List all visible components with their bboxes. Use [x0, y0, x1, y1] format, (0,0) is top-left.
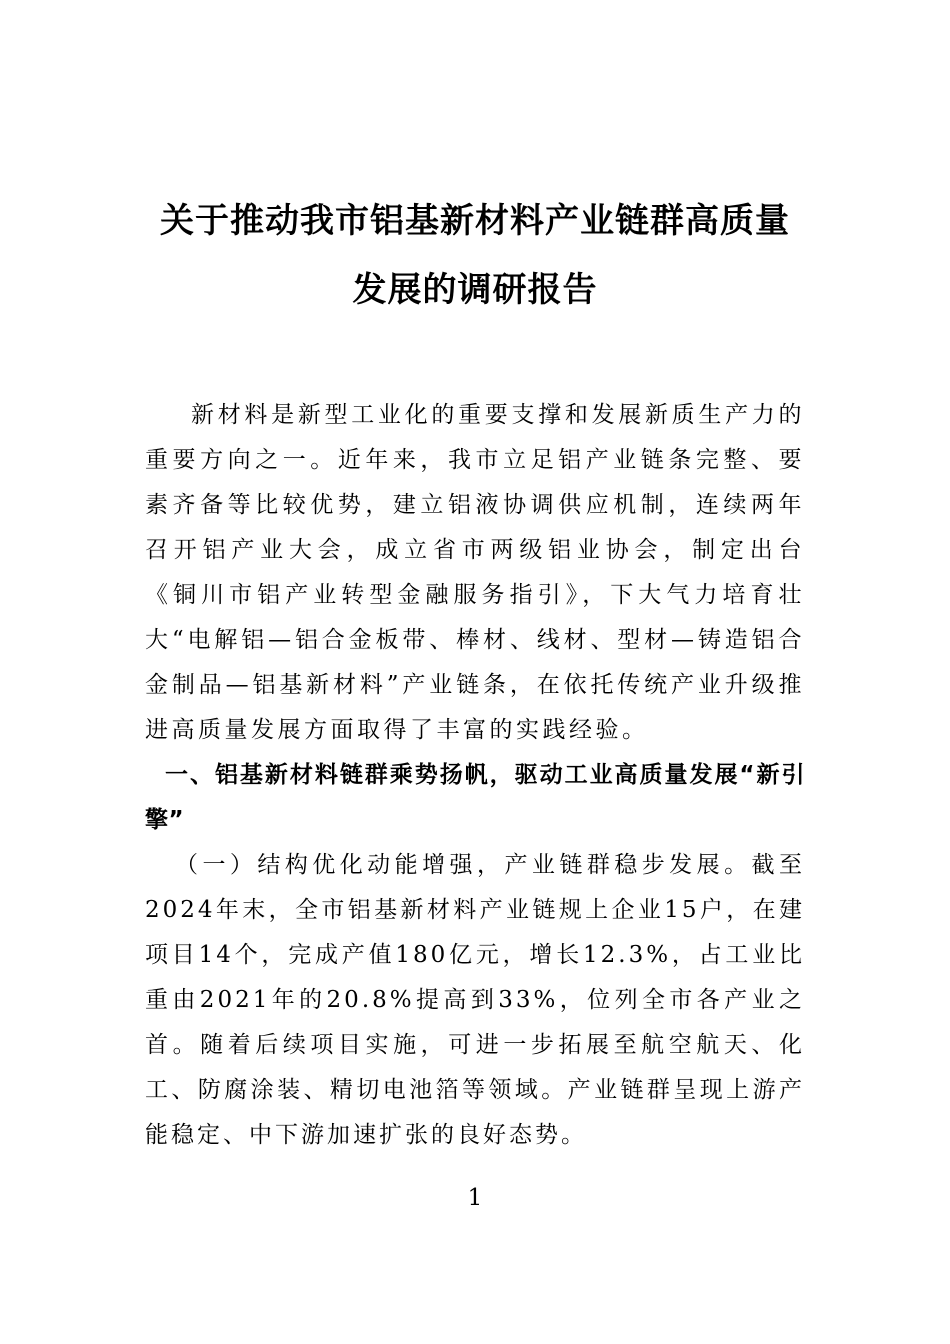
- document-title-line-2: 发展的调研报告: [352, 270, 598, 310]
- page-number: 1: [467, 1185, 483, 1211]
- document-title-line-1: 关于推动我市铝基新材料产业链群高质量: [160, 201, 790, 241]
- subsection-paragraph: （一）结构优化动能增强，产业链群稳步发展。截至2024年末，全市铝基新材料产业链规上企业15户，在建项目14个，完成产值180亿元，增长12.3%，占工业比重由2021年的20.8%提高到33%，位列全市各产业之首。随着后续项目实施，可进一步拓展至航空航天、化工、防腐涂装、精切电池箔等领域。产业链群呈现上游产能稳定、中下游加速扩张的良好态势。: [145, 852, 805, 1148]
- section-heading: 一、铝基新材料链群乘势扬帆，驱动工业高质量发展“新引擎”: [145, 762, 805, 833]
- intro-paragraph: 新材料是新型工业化的重要支撑和发展新质生产力的重要方向之一。近年来，我市立足铝产业链条完整、要素齐备等比较优势，建立铝液协调供应机制，连续两年召开铝产业大会，成立省市两级铝业协会，制定出台《铜川市铝产业转型金融服务指引》，下大气力培育壮大“电解铝—铝合金板带、棒材、线材、型材—铸造铝合金制品—铝基新材料”产业链条，在依托传统产业升级推进高质量发展方面取得了丰富的实践经验。: [145, 402, 805, 743]
- document-body: [145, 393, 805, 1158]
